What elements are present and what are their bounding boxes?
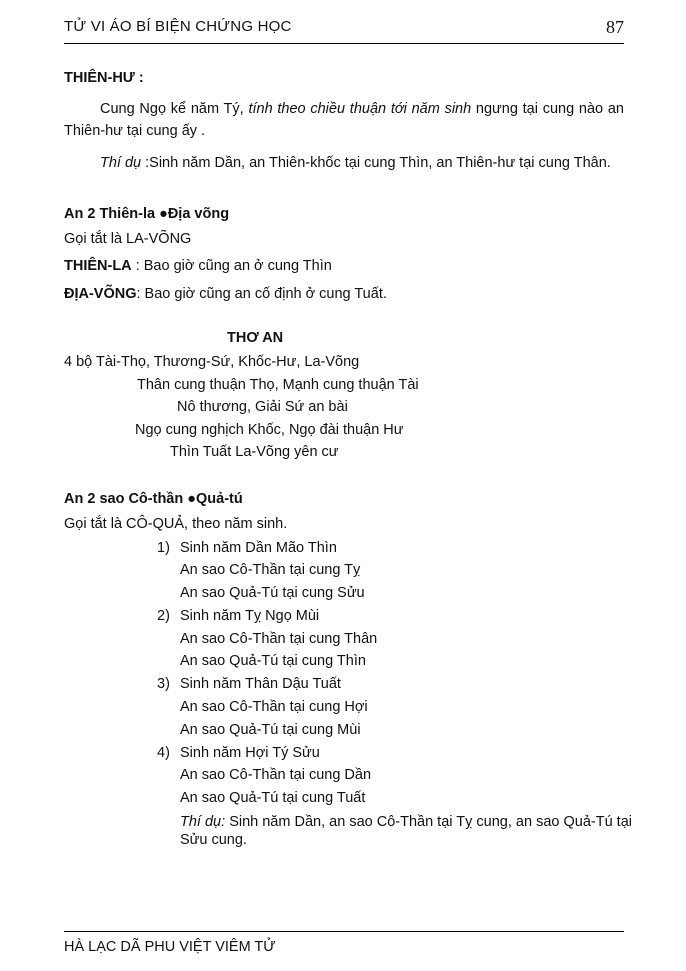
example-label: Thí dụ (100, 155, 142, 171)
item-detail: An sao Cô-Thần tại cung Dần (180, 767, 372, 784)
item-detail: An sao Quả-Tú tại cung Thìn (180, 653, 366, 670)
list-item (64, 673, 624, 696)
para-start: Cung Ngọ kể năm Tý, (100, 101, 249, 117)
item-title: Sinh năm Hợi Tý Sửu (180, 744, 320, 761)
item-detail: An sao Quả-Tú tại cung Sửu (180, 585, 365, 602)
item-number: 4) (157, 744, 170, 761)
list-item (64, 742, 624, 765)
footer-text: HÀ LẠC DÃ PHU VIỆT VIÊM TỬ (64, 939, 276, 955)
para-end: ngưng tại cung nào an Thiên-hư tại cung ấy . (64, 101, 624, 139)
item-number: 3) (157, 676, 170, 693)
la-vong-alias: Gọi tắt là LA-VÕNG (64, 231, 192, 247)
heading-term: THIÊN-HƯ (64, 70, 135, 86)
section-heading-la-vong: An 2 Thiên-la ●Địa võng (64, 206, 230, 222)
page-number: 87 (606, 17, 624, 37)
definition: : Bao giờ cũng an ở cung Thìn (131, 258, 332, 274)
item-title: Sinh năm Thân Dậu Tuất (180, 676, 341, 693)
section-heading-thien-hu (64, 67, 624, 89)
section-heading-co-qua: An 2 sao Cô-thần ●Quả-tú (64, 490, 243, 507)
item-detail: An sao Quả-Tú tại cung Tuất (180, 790, 366, 807)
item-detail: An sao Cô-Thần tại cung Hợi (180, 699, 368, 716)
page-footer (64, 931, 624, 958)
poem-title: THƠ AN (227, 330, 284, 346)
list-item (64, 537, 624, 560)
page-header (64, 16, 624, 44)
item-number: 2) (157, 607, 170, 624)
list-item (64, 605, 624, 628)
definition: : Bao giờ cũng an cố định ở cung Tuất. (136, 286, 387, 302)
example-text: Sinh năm Dần, an sao Cô-Thần tại Tỵ cung, an sao Quả-Tú tại Sửu cung. (180, 814, 633, 849)
poem-line: Ngọ cung nghịch Khốc, Ngọ đài thuận Hư (135, 421, 404, 438)
poem-line: Nô thương, Giải Sứ an bài (177, 399, 348, 415)
item-detail: An sao Cô-Thần tại cung Thân (180, 630, 378, 647)
item-number: 1) (157, 539, 170, 556)
example-label: Thí dụ: (180, 814, 226, 831)
item-title: Sinh năm Tỵ Ngọ Mùi (180, 607, 320, 624)
term: ĐỊA-VÕNG (64, 286, 137, 302)
definition-thien-la (64, 254, 624, 279)
item-detail: An sao Quả-Tú tại cung Mùi (180, 721, 361, 738)
co-qua-alias: Gọi tắt là CÔ-QUẢ, theo năm sinh. (64, 515, 288, 532)
item-detail: An sao Cô-Thần tại cung Tỵ (180, 562, 361, 579)
thien-hu-example (100, 152, 624, 174)
poem-line: Thìn Tuất La-Võng yên cư (170, 444, 339, 460)
term: THIÊN-LA (64, 258, 132, 274)
item-title: Sinh năm Dần Mão Thìn (180, 539, 337, 556)
definition-dia-vong (64, 282, 624, 307)
thien-hu-paragraph (64, 98, 624, 142)
running-title: TỬ VI ÁO BÍ BIỆN CHỨNG HỌC (64, 18, 292, 35)
poem-line: 4 bộ Tài-Thọ, Thương-Sứ, Khốc-Hư, La-Võng (64, 354, 360, 370)
co-qua-example (180, 813, 632, 849)
poem-line: Thân cung thuận Thọ, Mạnh cung thuận Tài (137, 376, 419, 393)
heading-suffix: : (134, 70, 144, 86)
birth-year-list (64, 537, 624, 811)
example-text: :Sinh năm Dần, an Thiên-khốc tại cung Thìn, an Thiên-hư tại cung Thân. (141, 155, 611, 171)
para-italic: tính theo chiều thuận tới năm sinh (248, 101, 472, 117)
